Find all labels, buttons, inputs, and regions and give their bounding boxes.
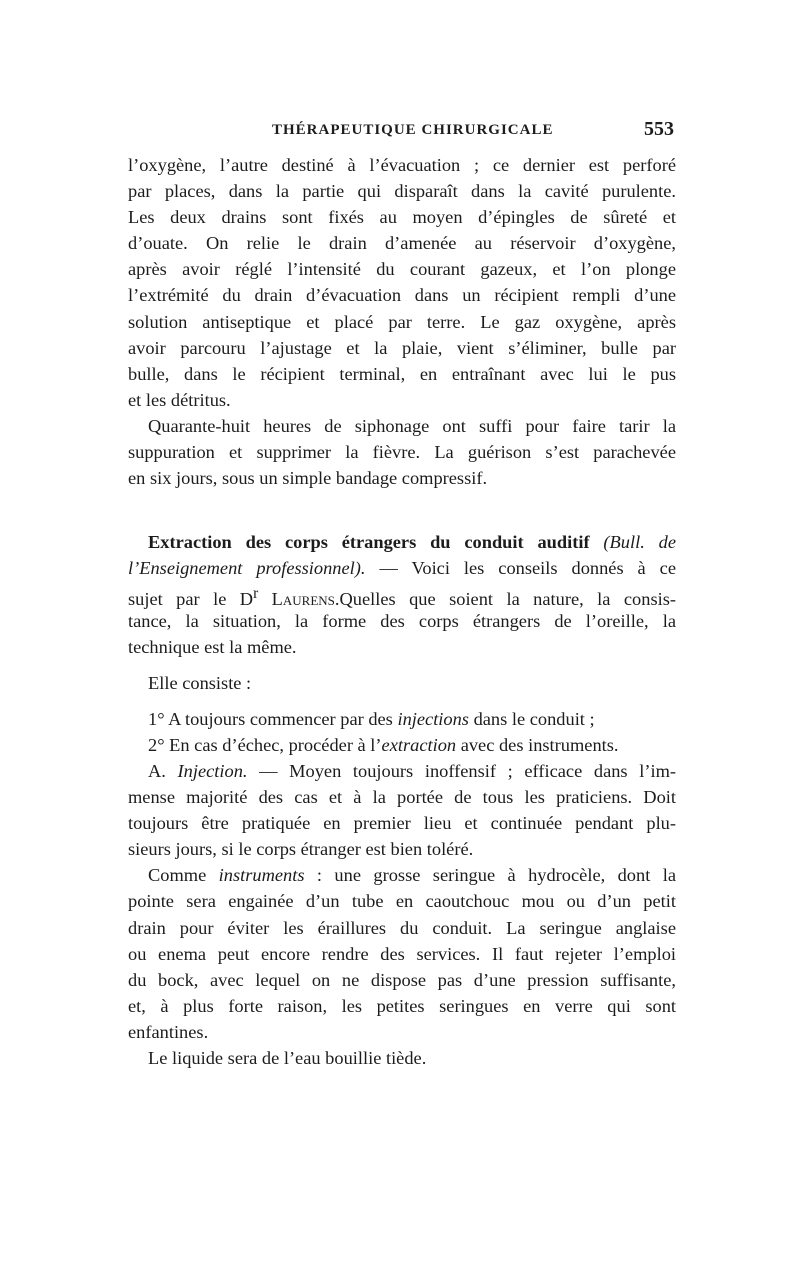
- paragraph-injection: [128, 758, 676, 862]
- text-line: drain pour éviter les éraillures du conduit. La seringue anglaise: [128, 917, 676, 938]
- text-line: pointe sera engainée d’un tube en caoutchouc mou ou d’un petit: [128, 891, 676, 912]
- text-line: suppuration et supprimer la fièvre. La guérison s’est parachevée: [128, 442, 676, 463]
- text-line: l’oxygène, l’autre destiné à l’évacuation ; ce dernier est perforé: [128, 155, 676, 175]
- text-line: après avoir réglé l’intensité du courant gazeux, et l’on plonge: [128, 259, 676, 280]
- text-line: [128, 581, 676, 610]
- text-line: [128, 555, 676, 581]
- paragraph-siphonage: [128, 413, 676, 491]
- author-name: Laurens.: [258, 589, 340, 610]
- superscript: r: [253, 585, 259, 603]
- text-line: bulle, dans le récipient terminal, en entraînant avec lui le pus: [128, 363, 676, 384]
- text-line: tance, la situation, la forme des corps étrangers de l’oreille, la: [128, 610, 676, 631]
- text-line: solution antiseptique et placé par terre. Le gaz oxygène, après: [128, 311, 676, 332]
- text-line: du bock, avec lequel on ne dispose pas d’une pression suffisante,: [128, 969, 676, 990]
- text-span: — Moyen toujours inoffensif ; efficace dans l’im-: [247, 760, 676, 781]
- text-span: Comme: [148, 865, 219, 886]
- text-span: — Voici les conseils donnés à ce: [365, 558, 676, 579]
- text-line: enfantines.: [128, 1021, 209, 1042]
- section-title: Extraction des corps étrangers du conduit auditif: [148, 532, 590, 553]
- text-line: par places, dans la partie qui disparaît dans la cavité purulente.: [128, 181, 676, 202]
- text-line: toujours être pratiquée en premier lieu et continuée pendant plu-: [128, 813, 676, 834]
- text-line: Les deux drains sont fixés au moyen d’épingles de sûreté et: [128, 207, 676, 228]
- page-body: [128, 152, 676, 1071]
- paragraph-oxygen-drainage: [128, 152, 676, 413]
- list-item: [128, 732, 676, 758]
- text-line: Le liquide sera de l’eau bouillie tiède.: [148, 1048, 427, 1068]
- text-span: 1° A toujours commencer par des: [148, 708, 398, 729]
- text-line: avoir parcouru l’ajustage et la plaie, vient s’éliminer, bulle par: [128, 337, 676, 358]
- section-foreign-bodies: [128, 529, 676, 659]
- text-line: [128, 758, 676, 784]
- emphasis: instruments: [218, 865, 305, 886]
- text-line: [128, 862, 676, 888]
- text-span: sujet par le D: [128, 589, 254, 610]
- text-span: Quelles que soient la nature, la consis-: [339, 589, 676, 610]
- gap: [128, 696, 676, 706]
- section-heading-line: [128, 529, 676, 555]
- paragraph-instruments: [128, 862, 676, 1045]
- emphasis: injections: [397, 708, 469, 729]
- text-line: sieurs jours, si le corps étranger est bien toléré.: [128, 839, 474, 860]
- text-span: avec des instruments.: [456, 734, 619, 755]
- page-number: 553: [644, 118, 674, 140]
- running-head: THÉRAPEUTIQUE CHIRURGICALE: [272, 122, 554, 138]
- source-citation: (Bull. de: [603, 532, 676, 553]
- text-span: A.: [148, 760, 178, 781]
- emphasis: Injection.: [177, 760, 248, 781]
- text-line: en six jours, sous un simple bandage compressif.: [128, 468, 488, 489]
- text-line: ou enema peut encore rendre des services. Il faut rejeter l’emploi: [128, 943, 676, 964]
- gap: [128, 660, 676, 670]
- text-span: : une grosse seringue à hydrocèle, dont la: [304, 865, 676, 886]
- text-span: 2° En cas d’échec, procéder à l’: [148, 734, 382, 755]
- text-line: Quarante-huit heures de siphonage ont suffi pour faire tarir la: [148, 415, 676, 436]
- text-line: technique est la même.: [128, 636, 297, 657]
- text-line: et les détritus.: [128, 389, 231, 410]
- source-citation-cont: l’Enseignement professionnel).: [128, 558, 366, 579]
- text-line: Elle consiste :: [148, 672, 252, 693]
- text-line: et, à plus forte raison, les petites seringues en verre qui sont: [128, 995, 676, 1016]
- text-span: dans le conduit ;: [468, 708, 595, 729]
- text-line: d’ouate. On relie le drain d’amenée au réservoir d’oxygène,: [128, 233, 676, 254]
- text-line: mense majorité des cas et à la portée de tous les praticiens. Doit: [128, 787, 676, 808]
- section-gap: [128, 491, 676, 529]
- page-header: [130, 118, 678, 148]
- list-item: [128, 706, 676, 732]
- text-line: l’extrémité du drain d’évacuation dans un récipient rempli d’une: [128, 285, 676, 306]
- emphasis: extraction: [381, 734, 457, 755]
